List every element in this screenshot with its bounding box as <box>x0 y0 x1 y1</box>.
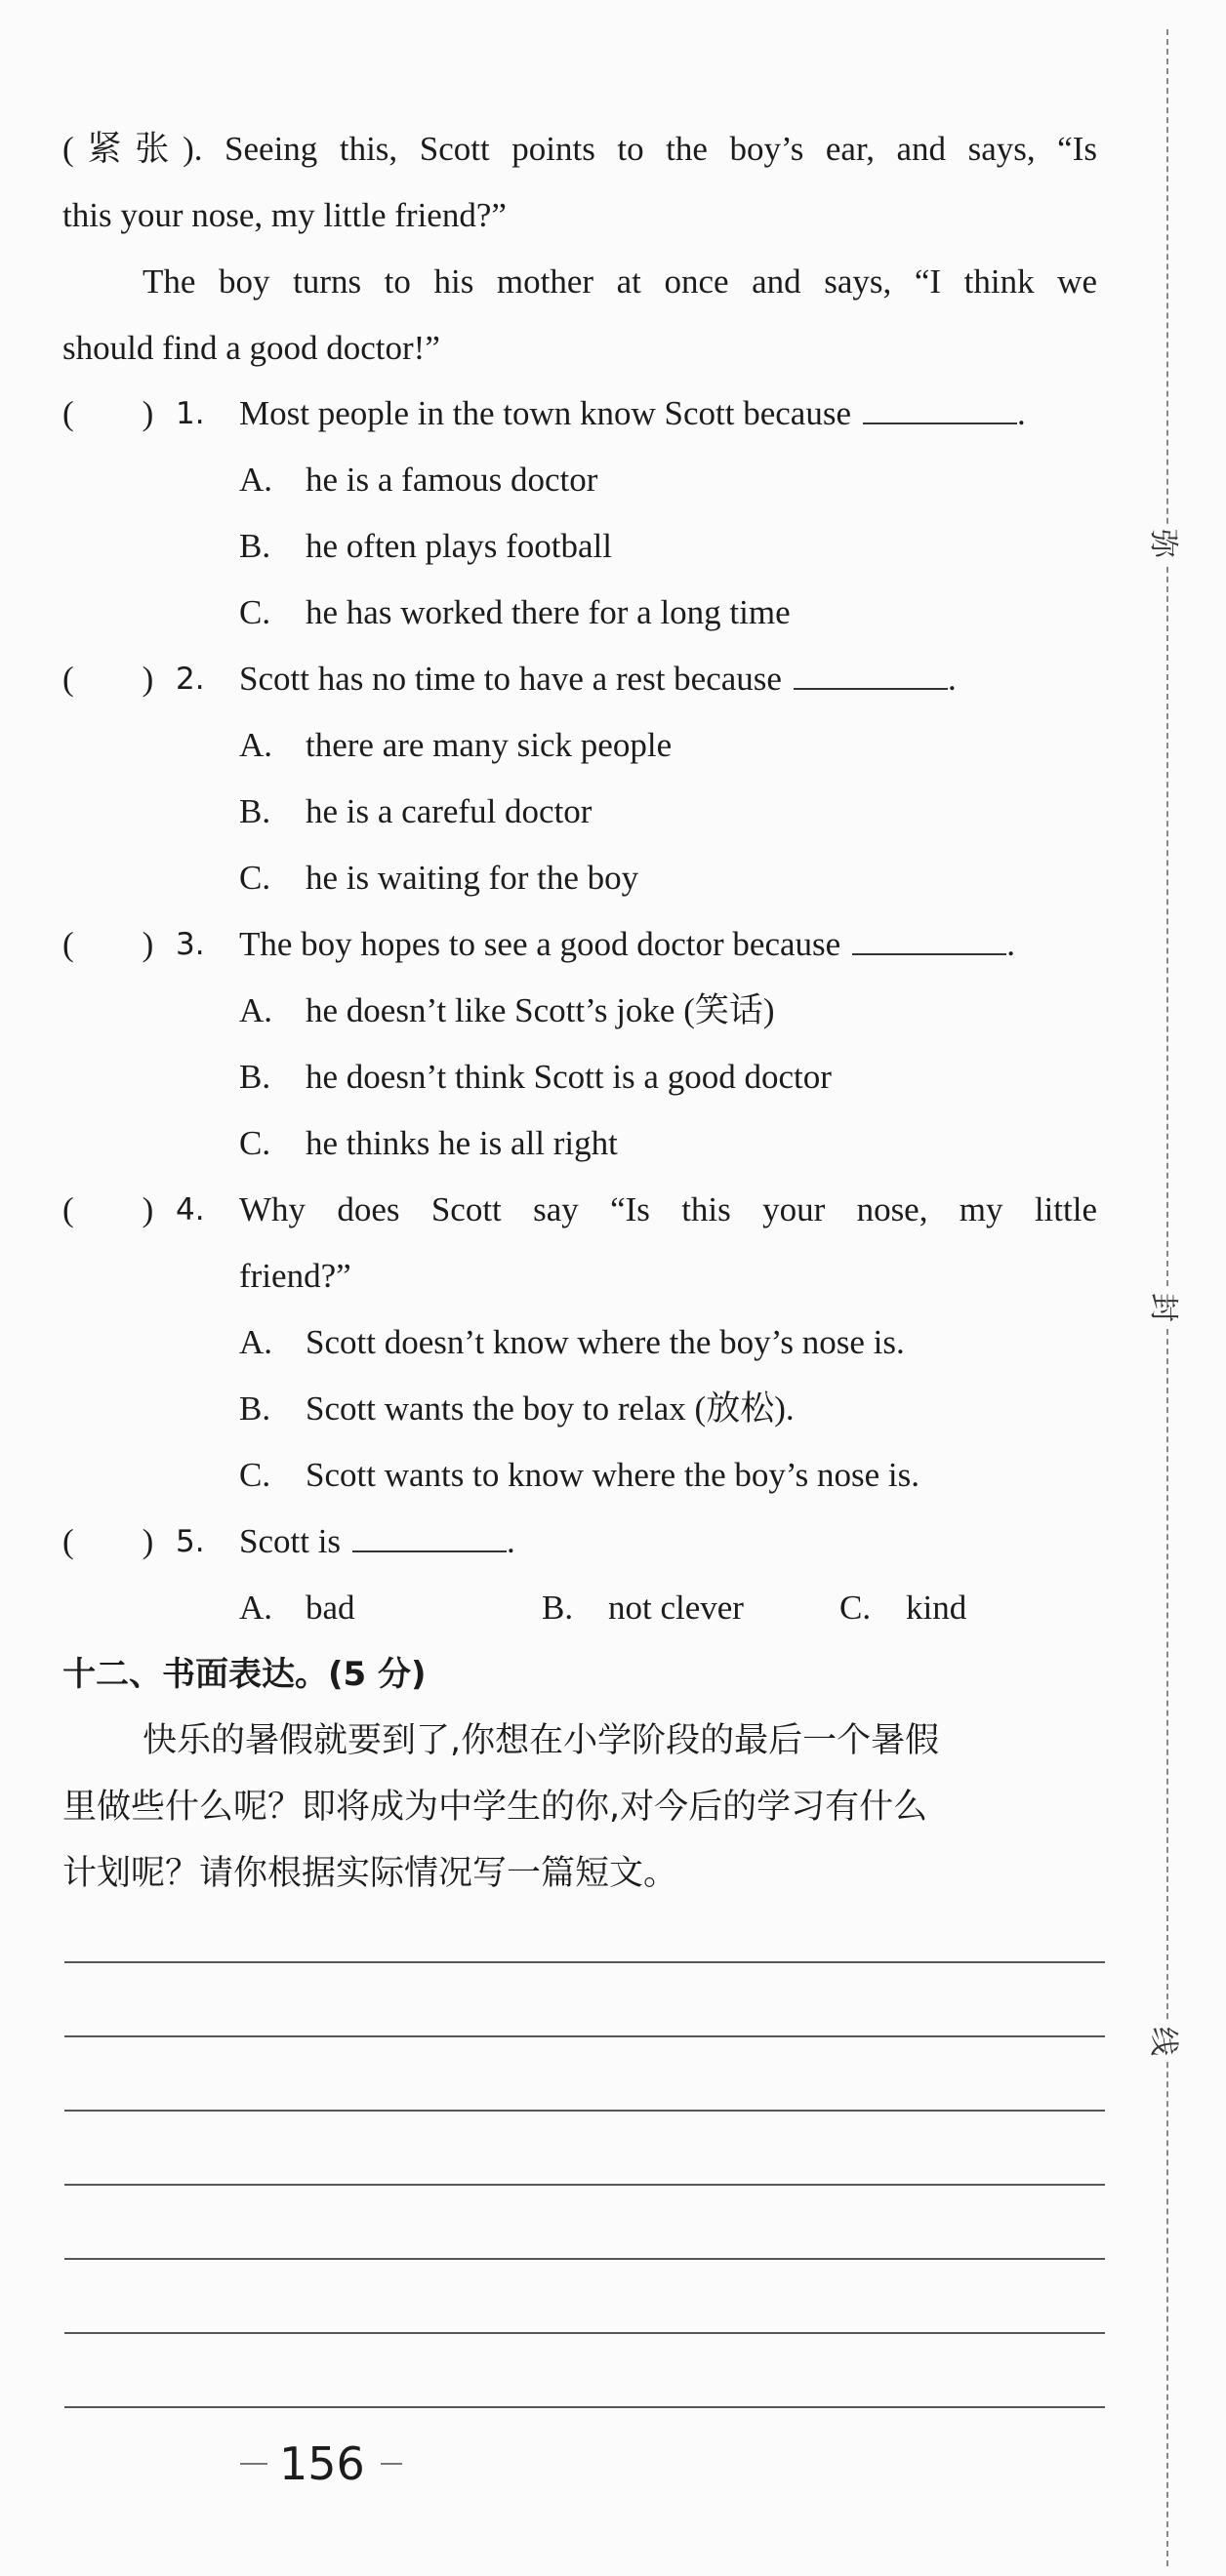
passage-line-3: The boy turns to his mother at once and says, “I think we <box>143 262 1097 301</box>
writing-prompt-line-3: 计划呢？请你根据实际情况写一篇短文。 <box>62 1854 678 1893</box>
writing-line-6[interactable] <box>64 2332 1105 2334</box>
option-5-a: A. bad <box>239 1589 355 1627</box>
question-end-3: . <box>1006 925 1015 963</box>
writing-prompt-line-1: 快乐的暑假就要到了,你想在小学阶段的最后一个暑假 <box>143 1721 940 1760</box>
option-2-b: B. he is a careful doctor <box>239 792 593 830</box>
answer-blank-1[interactable] <box>863 393 1017 424</box>
option-3-c: C. he thinks he is all right <box>239 1124 618 1162</box>
question-stem-3 <box>239 921 1015 968</box>
question-stem-5 <box>239 1518 515 1565</box>
page-number: 156 <box>279 2437 365 2490</box>
writing-line-5[interactable] <box>64 2258 1105 2260</box>
question-stem-4-cont: friend?” <box>239 1257 351 1295</box>
writing-prompt-line-2: 里做些什么呢？即将成为中学生的你,对今后的学习有什么 <box>62 1788 928 1827</box>
writing-line-7[interactable] <box>64 2406 1105 2408</box>
question-text-2: Scott has no time to have a rest because <box>239 660 782 698</box>
question-number-5: 5. <box>176 1524 205 1559</box>
question-number-1: 1. <box>176 396 205 431</box>
question-stem-2 <box>239 656 957 703</box>
answer-paren-1[interactable]: ( ) <box>62 394 154 432</box>
answer-blank-3[interactable] <box>852 924 1006 955</box>
question-end-1: . <box>1016 394 1026 432</box>
question-number-2: 2. <box>176 662 205 697</box>
page-number-dash-right <box>381 2463 402 2465</box>
passage-line-1: (紧张). Seeing this, Scott points to the boy’s ear, and says, “Is <box>62 130 1097 168</box>
passage-line-2: this your nose, my little friend?” <box>62 196 507 234</box>
question-text-5: Scott is <box>239 1522 342 1560</box>
option-1-c: C. he has worked there for a long time <box>239 593 791 631</box>
question-end-5: . <box>507 1522 515 1560</box>
answer-blank-2[interactable] <box>794 659 948 690</box>
passage-line-4: should find a good doctor!” <box>62 329 440 367</box>
option-3-a: A. he doesn’t like Scott’s joke (笑话) <box>239 991 775 1029</box>
question-number-3: 3. <box>176 927 205 962</box>
writing-line-3[interactable] <box>64 2110 1105 2112</box>
option-1-b: B. he often plays football <box>239 527 612 565</box>
answer-paren-5[interactable]: ( ) <box>62 1522 154 1560</box>
option-2-a: A. there are many sick people <box>239 726 673 764</box>
answer-paren-3[interactable]: ( ) <box>62 925 154 963</box>
seal-char-2: 封 <box>1145 1288 1188 1327</box>
answer-blank-5[interactable] <box>352 1521 507 1552</box>
seal-char-1: 弥 <box>1145 524 1188 563</box>
question-number-4: 4. <box>176 1192 205 1228</box>
writing-line-4[interactable] <box>64 2184 1105 2186</box>
option-4-b: B. Scott wants the boy to relax (放松). <box>239 1389 795 1428</box>
answer-paren-2[interactable]: ( ) <box>62 660 154 698</box>
option-1-a: A. he is a famous doctor <box>239 461 598 499</box>
writing-line-2[interactable] <box>64 2035 1105 2037</box>
question-text-3: The boy hopes to see a good doctor because <box>239 925 841 963</box>
option-4-c: C. Scott wants to know where the boy’s nose is. <box>239 1456 920 1494</box>
page-number-dash-left <box>240 2463 267 2465</box>
question-stem-4: Why does Scott say “Is this your nose, my little <box>239 1190 1097 1228</box>
answer-paren-4[interactable]: ( ) <box>62 1190 154 1228</box>
section-title-writing: 十二、书面表达。(5 分) <box>62 1655 427 1694</box>
option-2-c: C. he is waiting for the boy <box>239 859 639 897</box>
seal-char-3: 线 <box>1145 2022 1188 2061</box>
question-stem-1 <box>239 390 1026 437</box>
writing-line-1[interactable] <box>64 1961 1105 1963</box>
option-5-b: B. not clever <box>542 1589 744 1627</box>
option-4-a: A. Scott doesn’t know where the boy’s nose is. <box>239 1323 905 1361</box>
question-end-2: . <box>947 660 957 698</box>
option-5-c: C. kind <box>839 1589 967 1627</box>
option-3-b: B. he doesn’t think Scott is a good doctor <box>239 1058 832 1096</box>
question-text-1: Most people in the town know Scott because <box>239 394 851 432</box>
